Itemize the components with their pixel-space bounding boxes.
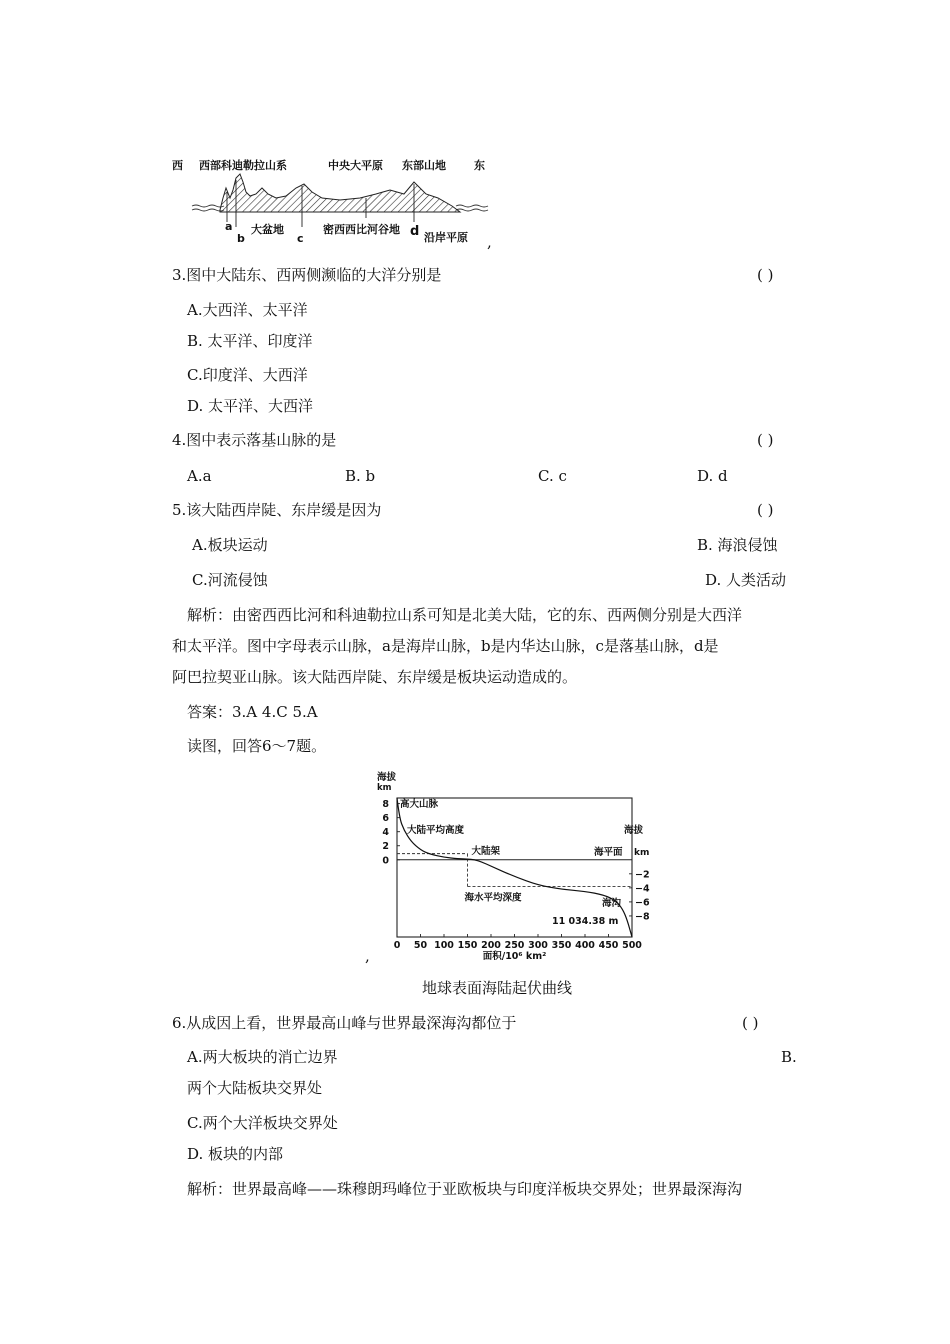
- left-y-tick-label: 4: [382, 827, 389, 839]
- x-tick-label: 200: [481, 940, 501, 951]
- analysis1-line1: 解析：由密西西比河和科迪勒拉山系可知是北美大陆，它的东、西两侧分别是大西洋: [187, 606, 743, 624]
- x-tick-label: 250: [504, 940, 525, 951]
- fig1-mississippi-valley: 密西西比河谷地: [323, 223, 400, 236]
- fig1-trailing-comma: ,: [487, 233, 492, 251]
- x-tick-label: 500: [622, 940, 642, 951]
- x-tick-label: 350: [551, 940, 572, 951]
- q5-option-a: A.板块运动: [192, 536, 268, 554]
- x-tick-label: 450: [598, 940, 619, 951]
- chart-trailing-comma: ,: [365, 947, 370, 965]
- x-tick-label: 150: [457, 940, 478, 951]
- analysis2-line1: 解析：世界最高峰——珠穆朗玛峰位于亚欧板块与印度洋板块交界处；世界最深海沟: [187, 1180, 743, 1198]
- q6-bracket: ( ): [742, 1014, 759, 1032]
- chart-left-ylabel: 海拔: [377, 772, 397, 783]
- right-y-tick-label: −8: [635, 911, 650, 923]
- q4-option-a: A.a: [187, 467, 212, 485]
- q3-stem: 3.图中大陆东、西两侧濒临的大洋分别是: [172, 266, 442, 284]
- q3-option-b: B. 太平洋、印度洋: [187, 332, 313, 350]
- x-tick-label: 50: [413, 940, 428, 951]
- fig1-east-mountains: 东部山地: [402, 159, 446, 172]
- annotation-sea-level: 海平面: [594, 846, 623, 858]
- right-y-tick-label: −4: [635, 883, 650, 895]
- q4-option-c: C. c: [538, 467, 567, 485]
- q3-option-a: A.大西洋、太平洋: [187, 301, 308, 319]
- analysis1-line2: 和太平洋。图中字母表示山脉，a是海岸山脉，b是内华达山脉，c是落基山脉，d是: [172, 637, 719, 655]
- chart-plot: [370, 790, 660, 960]
- fig1-label-c: c: [297, 232, 304, 245]
- chart-right-yunit: km: [634, 847, 650, 858]
- x-tick-label: 400: [575, 940, 595, 951]
- right-y-tick-label: −2: [635, 869, 650, 881]
- q5-bracket: ( ): [757, 501, 774, 519]
- left-y-tick-label: 8: [382, 799, 389, 811]
- annotation-land-average: 大陆平均高度: [407, 825, 465, 836]
- fig1-central-plain: 中央大平原: [328, 159, 383, 172]
- fig1-east: 东: [474, 159, 485, 172]
- q5-option-b: B. 海浪侵蚀: [697, 536, 778, 554]
- answer-line: 答案：3.A 4.C 5.A: [187, 703, 318, 721]
- fig1-label-a: a: [225, 220, 233, 233]
- q3-bracket: ( ): [757, 266, 774, 284]
- chart-xlabel: 面积/10⁶ km²: [482, 951, 547, 960]
- q5-option-d: D. 人类活动: [705, 571, 787, 589]
- q6-option-b: 两个大陆板块交界处: [187, 1079, 323, 1097]
- fig1-west-range: 西部科迪勒拉山系: [199, 159, 287, 172]
- q5-option-c: C.河流侵蚀: [192, 571, 268, 589]
- chart-title: 地球表面海陆起伏曲线: [422, 979, 573, 997]
- cross-section-profile: [190, 172, 490, 227]
- annotation-trench-depth: 11 034.38 m: [552, 915, 619, 927]
- read-prompt: 读图，回答6～7题。: [187, 737, 327, 755]
- q4-bracket: ( ): [757, 431, 774, 449]
- fig1-coastal-plain: 沿岸平原: [424, 231, 468, 244]
- q4-stem: 4.图中表示落基山脉的是: [172, 431, 337, 449]
- annotation-trench: 海沟: [602, 897, 622, 909]
- q6-option-c: C.两个大洋板块交界处: [187, 1114, 338, 1132]
- left-y-tick-label: 6: [382, 813, 389, 825]
- fig1-label-d: d: [410, 224, 420, 239]
- q6-option-b-prefix: B.: [781, 1048, 797, 1066]
- left-y-tick-label: 0: [382, 855, 389, 867]
- terrain-profile: [220, 174, 460, 212]
- right-y-tick-label: −6: [635, 897, 650, 909]
- annotation-high-mountains: 高大山脉: [400, 799, 439, 810]
- fig1-west: 西: [172, 159, 183, 172]
- q6-option-a: A.两大板块的消亡边界: [187, 1048, 338, 1066]
- x-tick-label: 100: [434, 940, 454, 951]
- x-tick-label: 300: [528, 940, 548, 951]
- q4-option-b: B. b: [345, 467, 376, 485]
- chart-left-yunit: km: [377, 783, 392, 793]
- q3-option-d: D. 太平洋、大西洋: [187, 397, 314, 415]
- left-y-tick-label: 2: [382, 841, 389, 853]
- annotation-continental-shelf: 大陆架: [471, 845, 501, 857]
- q6-stem: 6.从成因上看，世界最高山峰与世界最深海沟都位于: [172, 1014, 517, 1032]
- analysis1-line3: 阿巴拉契亚山脉。该大陆西岸陡、东岸缓是板块运动造成的。: [172, 668, 578, 686]
- fig1-label-b: b: [237, 232, 245, 245]
- q3-option-c: C.印度洋、大西洋: [187, 366, 308, 384]
- q5-stem: 5.该大陆西岸陡、东岸缓是因为: [172, 501, 382, 519]
- q6-option-d: D. 板块的内部: [187, 1145, 284, 1163]
- fig1-great-basin: 大盆地: [251, 223, 284, 236]
- q4-option-d: D. d: [697, 467, 728, 485]
- annotation-ocean-average: 海水平均深度: [464, 892, 522, 904]
- x-tick-label: 0: [393, 940, 401, 951]
- chart-right-ylabel: 海拔: [624, 825, 644, 836]
